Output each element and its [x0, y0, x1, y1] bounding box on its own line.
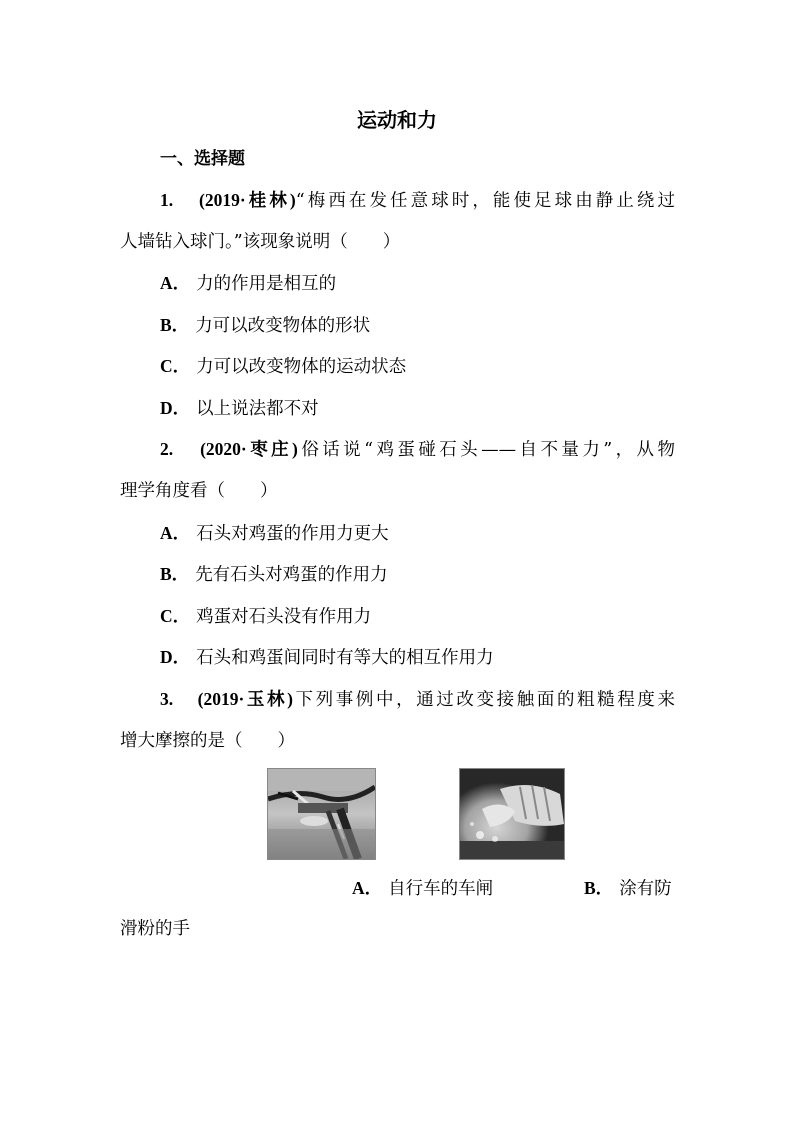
question-1-source: (2019·桂林)	[199, 190, 296, 210]
question-1-option-a: A． 力的作用是相互的	[160, 273, 337, 294]
question-1-option-b: B． 力可以改变物体的形状	[160, 315, 371, 336]
question-2-option-d: D． 石头和鸡蛋间同时有等大的相互作用力	[160, 647, 494, 668]
chalk-hand-photo	[459, 768, 565, 860]
question-2-line-2: 理学角度看（ ）	[120, 481, 278, 501]
question-3-option-b-wrap: 滑粉的手	[120, 919, 190, 939]
question-3-line-1	[160, 687, 675, 712]
question-3-source: (2019·玉林)	[197, 689, 293, 709]
section-heading: 一、选择题	[160, 149, 245, 169]
question-3-line-2: 增大摩擦的是（ ）	[120, 731, 295, 751]
question-1-option-c: C． 力可以改变物体的运动状态	[160, 356, 407, 377]
question-1-line-1	[160, 188, 675, 213]
question-1-line-2: 人墙钻入球门。”该现象说明（ ）	[120, 232, 401, 252]
question-2-option-c: C． 鸡蛋对石头没有作用力	[160, 606, 372, 627]
question-2-number: 2.	[160, 439, 174, 459]
question-3-option-b: B． 涂有防	[584, 878, 672, 899]
question-2-option-a: A． 石头对鸡蛋的作用力更大	[160, 523, 389, 544]
question-3-option-a: A． 自行车的车闸	[352, 878, 494, 899]
question-2-source: (2020·枣庄)	[200, 439, 298, 459]
bicycle-brake-photo	[267, 768, 376, 860]
question-2-option-b: B． 先有石头对鸡蛋的作用力	[160, 564, 388, 585]
question-3-number: 3.	[160, 689, 174, 709]
question-2-text: 俗话说“鸡蛋碰石头——自不量力”，从物	[297, 440, 675, 460]
question-1-number: 1.	[160, 190, 174, 210]
question-3-text: 下列事例中，通过改变接触面的粗糙程度来	[292, 690, 675, 710]
page-title: 运动和力	[357, 108, 437, 132]
question-2-line-1	[160, 437, 675, 462]
question-1-text: “梅西在发任意球时，能使足球由静止绕过	[295, 191, 675, 211]
question-1-option-d: D． 以上说法都不对	[160, 398, 319, 419]
